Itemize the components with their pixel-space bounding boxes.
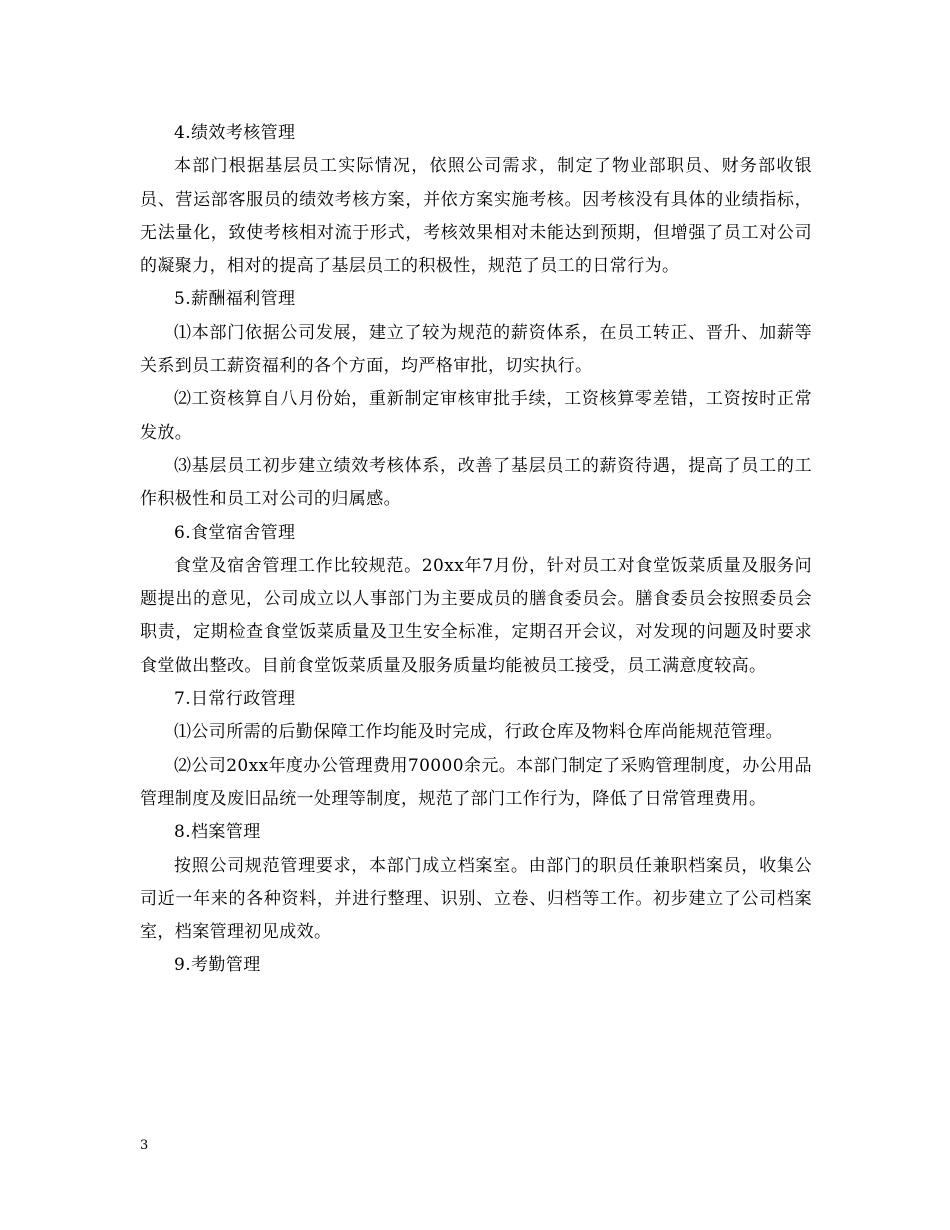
paragraph-administration-1: ⑴公司所需的后勤保障工作均能及时完成，行政仓库及物料仓库尚能规范管理。 [174, 722, 783, 743]
paragraph-administration-2: ⑵公司20xx年度办公管理费用70000余元。本部门制定了采购管理制度，办公用品管理制度及废旧品统一处理等制度，规范了部门工作行为，降低了日常管理费用。 [140, 755, 812, 809]
section-heading-performance: 4.绩效考核管理 [174, 123, 296, 143]
paragraph-canteen: 食堂及宿舍管理工作比较规范。20xx年7月份，针对员工对食堂饭菜质量及服务问题提出的意见，公司成立以人事部门为主要成员的膳食委员会。膳食委员会按照委员会职责，定期检查食堂饭菜质量及卫生安全标准，定期召开会议，对发现的问题及时要求食堂做出整改。目前食堂饭菜质量及服务质量均能被员工接受，员工满意度较高。 [140, 555, 812, 676]
section-heading-compensation: 5.薪酬福利管理 [174, 289, 296, 310]
paragraph-archives: 按照公司规范管理要求，本部门成立档案室。由部门的职员任兼职档案员，收集公司近一年来的各种资料，并进行整理、识别、立卷、归档等工作。初步建立了公司档案室，档案管理初见成效。 [140, 855, 812, 943]
paragraph-compensation-2: ⑵工资核算自八月份始，重新制定审核审批手续，工资核算零差错，工资按时正常发放。 [140, 389, 812, 443]
section-heading-canteen: 6.食堂宿舍管理 [174, 522, 296, 543]
paragraph-performance: 本部门根据基层员工实际情况，依照公司需求，制定了物业部职员、财务部收银员、营运部客服员的绩效考核方案，并依方案实施考核。因考核没有具体的业绩指标，无法量化，致使考核相对流于形式，考核效果相对未能达到预期，但增强了员工对公司的凝聚力，相对的提高了基层员工的积极性，规范了员工的日常行为。 [140, 156, 812, 277]
section-heading-attendance: 9.考勤管理 [174, 955, 261, 976]
section-heading-administration: 7.日常行政管理 [174, 689, 296, 710]
page-number: 3 [140, 1138, 149, 1153]
document-body [140, 117, 812, 983]
paragraph-compensation-1: ⑴本部门依据公司发展，建立了较为规范的薪资体系，在员工转正、晋升、加薪等关系到员工薪资福利的各个方面，均严格审批，切实执行。 [140, 322, 812, 377]
section-heading-archives: 8.档案管理 [174, 822, 261, 843]
paragraph-compensation-3: ⑶基层员工初步建立绩效考核体系，改善了基层员工的薪资待遇，提高了员工的工作积极性和员工对公司的归属感。 [140, 455, 812, 510]
